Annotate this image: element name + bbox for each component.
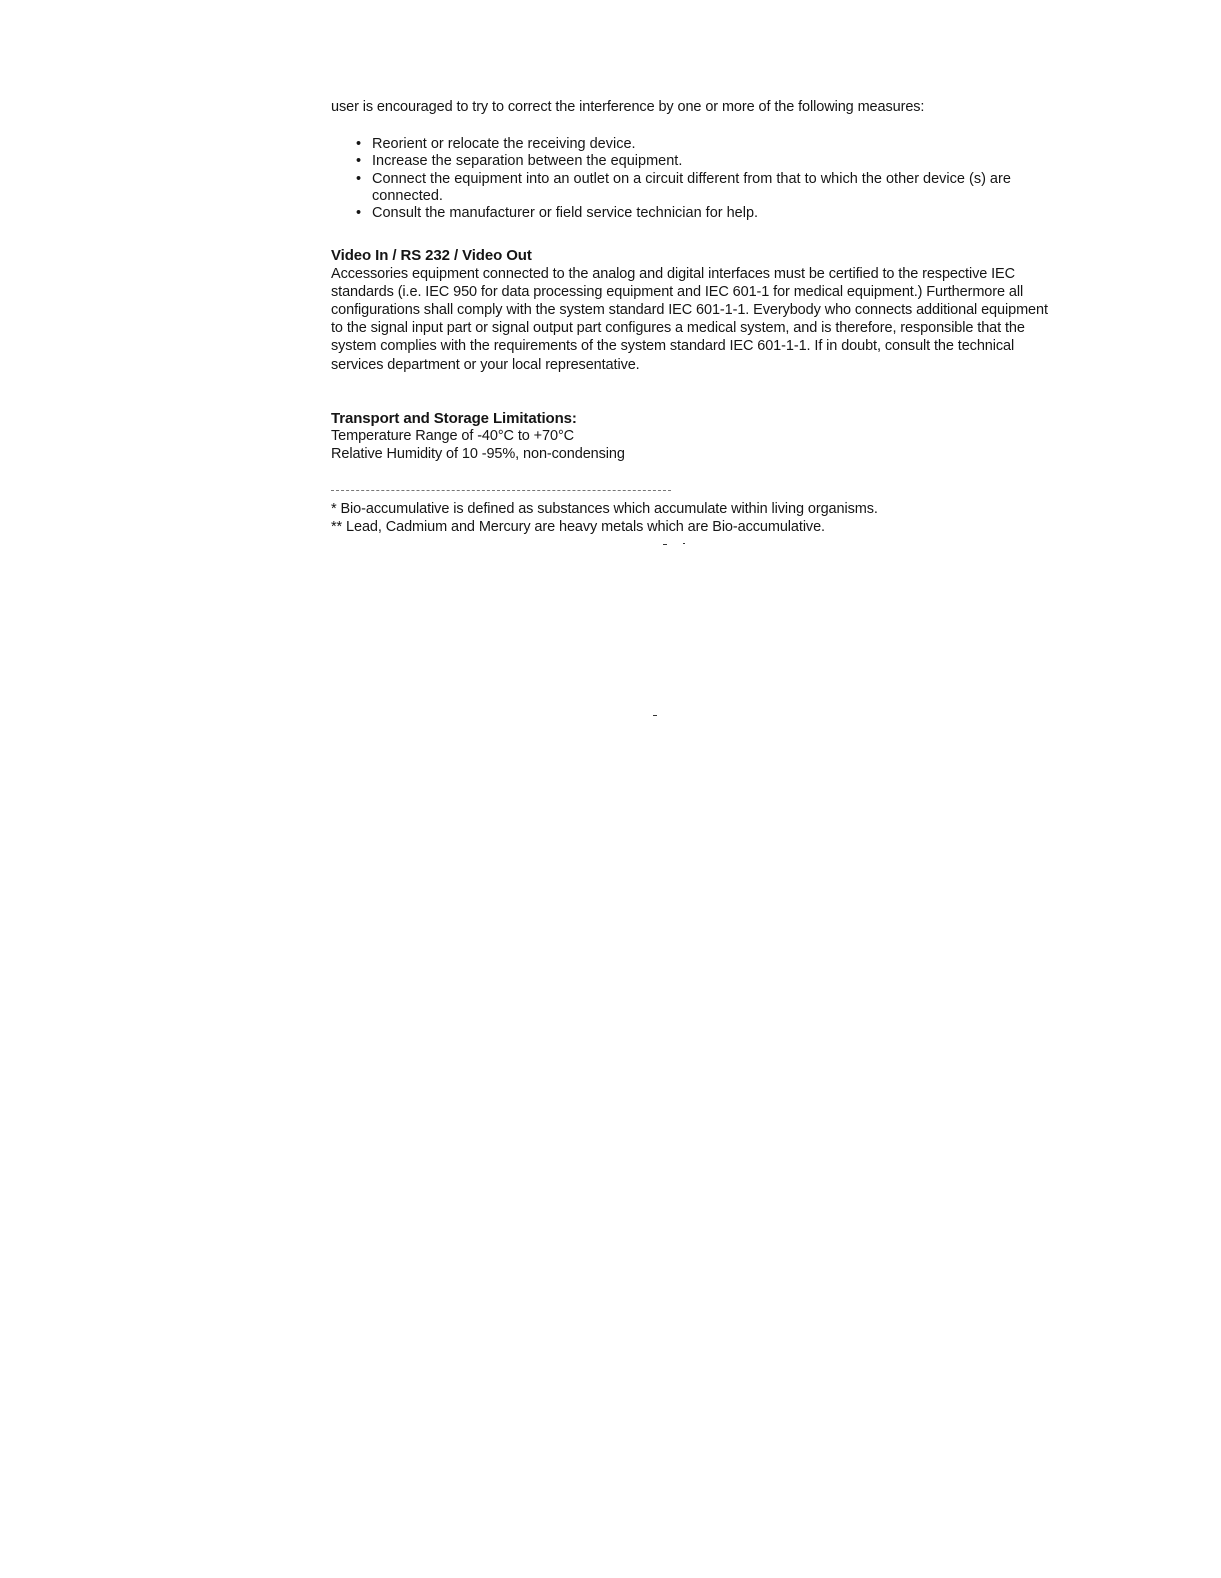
humidity-line: Relative Humidity of 10 -95%, non-condensing: [331, 445, 625, 462]
scan-artifact: [663, 544, 667, 545]
scan-artifact: [683, 543, 685, 544]
list-item-text: Increase the separation between the equipment.: [372, 153, 683, 170]
video-section-body: Accessories equipment connected to the analog and digital interfaces must be certified to the respective IEC standards (i.e. IEC 950 for data processing equipment and IEC 601-1 for medical equipment.) Furthermore all configurations shall comply with the system standard IEC 601-1-1. Everybody who connects additional equipment to the signal input part or signal output part configures a medical system, and is therefore, responsible that the system complies with the requirements of the system standard IEC 601-1-1. If in doubt, consult the technical services department or your local representative.: [331, 266, 1048, 373]
bullet-icon: •: [356, 205, 362, 222]
transport-section-heading: Transport and Storage Limitations:: [331, 410, 577, 427]
footnotes-section: [331, 500, 1051, 536]
list-item-text: Connect the equipment into an outlet on a circuit different from that to which the other device (s) are connected.: [372, 170, 1011, 204]
list-item-text: Consult the manufacturer or field service technician for help.: [372, 205, 759, 222]
intro-paragraph: user is encouraged to try to correct the interference by one or more of the following measures:: [331, 99, 925, 115]
bullet-icon: •: [356, 153, 362, 170]
footnote-divider: [331, 490, 671, 492]
list-item: [356, 171, 1056, 206]
measures-list: [356, 136, 1056, 222]
list-item: [356, 136, 1056, 153]
bullet-icon: •: [356, 170, 362, 187]
list-item: [356, 205, 1056, 222]
footnote-heavy-metals: ** Lead, Cadmium and Mercury are heavy metals which are Bio-accumulative.: [331, 519, 825, 535]
bullet-icon: •: [356, 136, 362, 152]
video-section: [331, 247, 1051, 374]
list-item: [356, 153, 1056, 170]
video-section-heading: Video In / RS 232 / Video Out: [331, 247, 532, 264]
footnote-bio-accumulative: * Bio-accumulative is defined as substances which accumulate within living organisms.: [331, 501, 878, 517]
list-item-text: Reorient or relocate the receiving device.: [372, 136, 636, 152]
scan-artifact: [653, 715, 657, 716]
temperature-line: Temperature Range of -40°C to +70°C: [331, 427, 575, 444]
transport-section: [331, 410, 1051, 463]
